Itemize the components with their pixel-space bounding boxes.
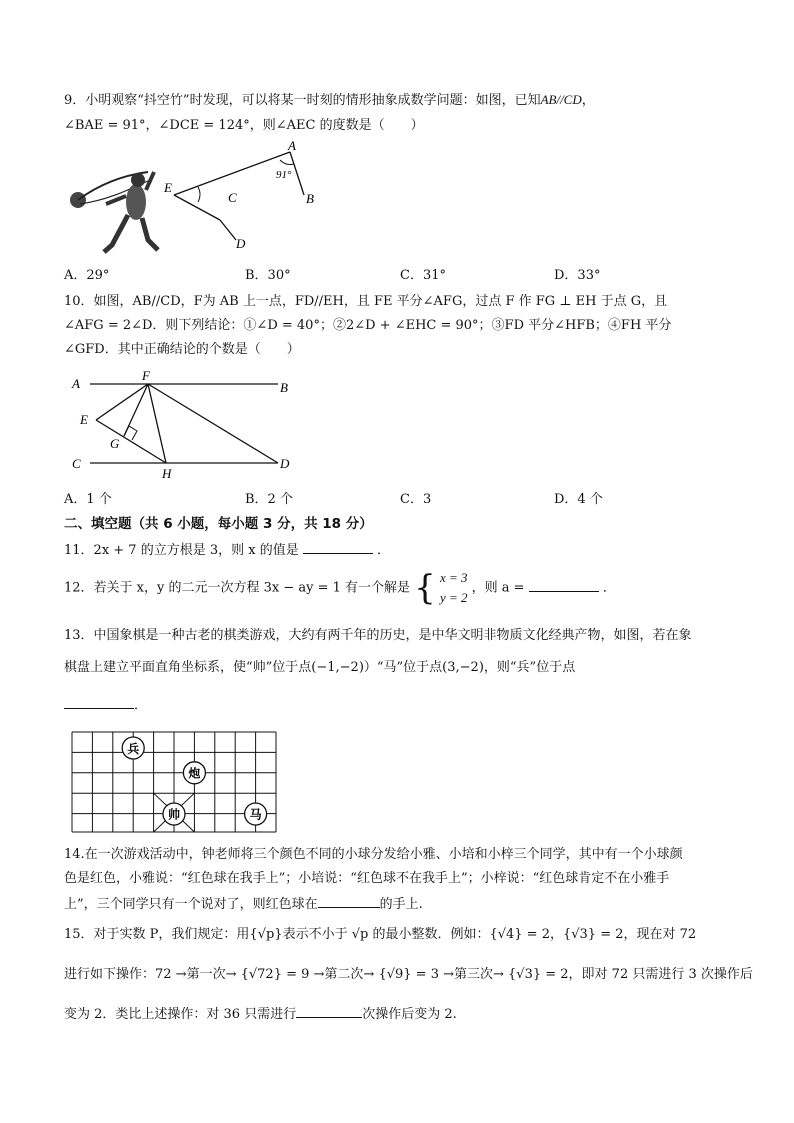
figure-head [131, 173, 145, 187]
q10-choice-a[interactable]: A．1 个 [64, 492, 112, 507]
piece-shuai [163, 803, 185, 825]
q9-choice-a[interactable]: A．29° [64, 268, 110, 283]
section-fill-in-blank-heading: 二、填空题（共 6 小题，每小题 3 分，共 18 分） [64, 516, 373, 532]
q15-text-line3: 变为 2．类比上述操作：对 36 只需进行 次操作后变为 2. [64, 1003, 457, 1025]
q10-text-line1: 10．如图，AB//CD，F为 AB 上一点，FD//EH，且 FE 平分∠AFG，过点 F 作 FG ⊥ EH 于点 G，且 [64, 294, 668, 309]
figure-body [126, 184, 146, 220]
label-E: E [164, 180, 172, 195]
q12-system-brace: { [414, 568, 436, 608]
q10-choice-c[interactable]: C．3 [400, 492, 432, 507]
segment-CD [220, 220, 236, 240]
q9-text-line2: ∠BAE = 91°，∠DCE = 124°，则∠AEC 的度数是（ ） [64, 118, 424, 133]
label-B: B [280, 380, 288, 395]
q10-choice-d[interactable]: D．4 个 [554, 492, 603, 507]
q14-text-line1: 14.在一次游戏活动中，钟老师将三个颜色不同的小球分发给小雅、小培和小梓三个同学，其中有一个小球颜 [64, 847, 683, 862]
q15-text-line1: 15．对于实数 P，我们规定：用{√p}表示不小于 √p 的最小整数．例如：{√4} = 2，{√3} = 2，现在对 72 [64, 927, 697, 942]
q12-equation-system: x = 3 y = 2 [439, 570, 468, 605]
q9-choice-b[interactable]: B．30° [245, 268, 291, 283]
label-D: D [236, 236, 246, 250]
q12-answer-blank[interactable] [529, 577, 599, 592]
q13-text-line1: 13．中国象棋是一种古老的棋类游戏，大约有两千年的历史，是中华文明非物质文化经典产物，如图，若在象 [64, 628, 692, 643]
q11-answer-blank[interactable] [303, 539, 373, 554]
q9-choice-d[interactable]: D．33° [554, 268, 601, 283]
piece-shuai-label: 帅 [167, 807, 181, 822]
piece-ma [245, 803, 267, 825]
q10-geometry-figure [66, 368, 306, 480]
q9-geometry-figure [162, 140, 322, 250]
q9-kongzhu-illustration [68, 160, 168, 256]
segment-EC [174, 195, 220, 220]
label-B: B [306, 191, 314, 206]
q15-answer-blank[interactable] [296, 1003, 362, 1018]
label-C: C [228, 190, 237, 205]
q9-given-parallel: AB//CD [540, 92, 582, 107]
piece-bing-label: 兵 [127, 742, 140, 756]
q14-text-line3: 上”，三个同学只有一个说对了，则红色球在 的手上. [64, 893, 423, 915]
segment-EH [96, 420, 166, 463]
chess-board-figure [66, 728, 280, 834]
label-A: A [288, 140, 296, 153]
label-F: F [142, 368, 150, 383]
label-G: G [110, 436, 120, 451]
q15-text-line2: 进行如下操作：72 →第一次→ {√72} = 9 →第二次→ {√9} = 3 →第三次→ {√3} = 2，即对 72 只需进行 3 次操作后 [64, 967, 753, 982]
q13-answer-blank[interactable] [64, 694, 134, 709]
segment-AB [290, 152, 304, 195]
q13-answer-line: ． [64, 694, 147, 716]
q14-answer-blank[interactable] [318, 893, 380, 908]
q13-text-line2: 棋盘上建立平面直角坐标系，使“帅”位于点(−1,−2)）“马”位于点(3,−2)，则“兵”位于点 [64, 660, 576, 675]
segment-FD [148, 384, 278, 463]
q11-text: 11．2x + 7 的立方根是 3，则 x 的值是 ． [64, 539, 390, 561]
label-E: E [80, 412, 88, 427]
label-D: D [280, 456, 290, 471]
q14-text-line2: 色是红色，小雅说：“红色球在我手上”；小培说：“红色球不在我手上”；小梓说：“红色球肯定不在小雅手 [64, 871, 670, 886]
label-C: C [72, 456, 81, 471]
segment-EA [174, 152, 290, 195]
angle-91-label: 91° [276, 169, 292, 181]
q10-text-line2: ∠AFG = 2∠D．则下列结论：①∠D = 40°；②2∠D + ∠EHC = 90°；③FD 平分∠HFB；④FH 平分 [64, 318, 672, 333]
q9-text-line1: 9．小明观察“抖空竹”时发现，可以将某一时刻的情形抽象成数学问题：如图，已知AB//CD， [64, 92, 595, 108]
piece-pao-label: 炮 [188, 766, 201, 781]
q10-text-line3: ∠GFD．其中正确结论的个数是（ ） [64, 342, 300, 357]
piece-bing [122, 737, 144, 759]
label-A: A [72, 376, 80, 391]
label-H: H [162, 466, 172, 480]
q10-choice-b[interactable]: B．2 个 [245, 492, 293, 507]
piece-pao [183, 762, 205, 784]
q12-text: 12．若关于 x，y 的二元一次方程 3x − ay = 1 有一个解是 { x = 3 y = 2 ，则 a = ． [64, 568, 616, 608]
segment-FH [148, 384, 166, 463]
q9-choice-c[interactable]: C．31° [400, 268, 446, 283]
piece-ma-label: 马 [249, 807, 262, 822]
